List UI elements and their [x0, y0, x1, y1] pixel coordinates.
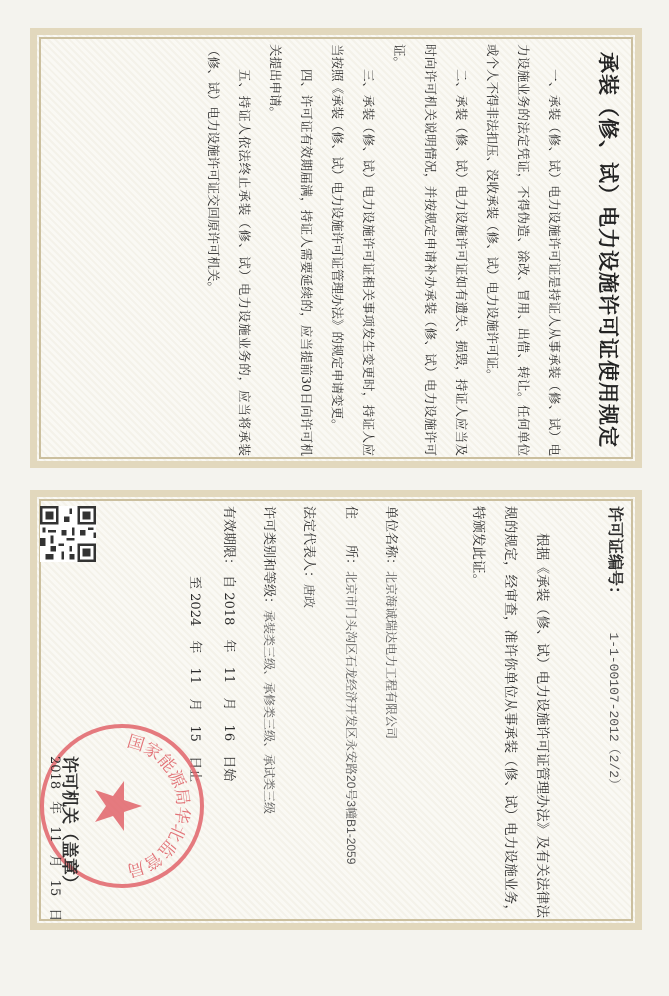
legal-rep-value: 唐政 — [302, 584, 316, 609]
validity-from-month-unit: 月 — [221, 697, 236, 711]
certificate-content — [42, 506, 632, 922]
validity-from-row — [221, 506, 240, 926]
category-field — [261, 506, 280, 918]
category-value: 承装类三级、承修类三级、承试类三级 — [262, 610, 276, 815]
issue-day-unit: 日 — [47, 908, 62, 922]
category-label: 许可类别和等级： — [261, 506, 276, 611]
issue-date — [47, 756, 66, 921]
company-field — [383, 506, 402, 918]
address-label: 住 所： — [343, 506, 358, 572]
rules-content — [42, 44, 632, 456]
rule-item-1: 一、承装（修、试）电力设施许可证是持证人从事承装（修、试）电力设施业务的法定凭证，不得伪造、涂改、冒用、出借、转让。任何单位或个人不得非法扣压、没收承装（修、试）电力设施许可证。 — [485, 44, 562, 456]
validity-from-year-unit: 年 — [221, 639, 236, 653]
rule-item-3: 三、承装（修、试）电力设施许可证相关事项发生变更时，持证人应当按照《承装（修、试）电力设施许可证管理办法》的规定申请变更。 — [330, 44, 376, 456]
address-value: 北京市门头沟区石龙经济开发区永安路20号3幢B1-2059 — [344, 571, 358, 865]
qr-code-icon — [40, 506, 96, 562]
validity-to-year: 2024 — [187, 593, 202, 627]
validity-from-year: 2018 — [221, 592, 236, 626]
rules-title: 承装（修、试）电力设施许可证使用规定 — [596, 52, 621, 448]
issue-month: 11 — [47, 826, 62, 843]
validity-to-month: 11 — [187, 667, 202, 685]
validity-from-suffix: 日始 — [221, 755, 236, 782]
company-label: 单位名称： — [383, 506, 398, 572]
rule-item-5: 五、持证人依法终止承装（修、试）电力设施业务的，应当将承装（修、试）电力设施许可证交回原许可机关。 — [206, 44, 252, 456]
issue-year: 2018 — [47, 756, 62, 790]
license-number-value: 1-1-00107-2012（2/2） — [606, 632, 621, 792]
issue-year-unit: 年 — [47, 801, 62, 815]
certificate-intro: 根据《承装（修、试）电力设施许可证管理办法》及有关法律法规的规定，经审查，准许你单位从事承装（修、试）电力设施业务，特颁发此证。 — [470, 506, 550, 918]
rules-list — [198, 44, 570, 456]
legal-rep-label: 法定代表人： — [301, 506, 316, 585]
validity-from-day: 16 — [221, 724, 236, 742]
legal-rep-field — [301, 506, 320, 918]
company-value: 北京海诚瑞达电力工程有限公司 — [384, 571, 398, 740]
rule-item-4: 四、许可证有效期届满，持证人需要延续的，应当提前30日向许可机关提出申请。 — [268, 44, 314, 456]
validity-label: 有效期限： — [221, 506, 236, 572]
validity-from-prefix: 自 — [221, 575, 236, 589]
issue-month-unit: 月 — [47, 854, 62, 868]
svg-text:国家能源局华北监管局: 国家能源局华北监管局 — [124, 731, 193, 881]
validity-to-prefix: 至 — [187, 576, 202, 590]
validity-to-suffix: 日止 — [187, 756, 202, 783]
validity-to-year-unit: 年 — [187, 640, 202, 654]
validity-from-month: 11 — [221, 666, 236, 684]
validity-to-month-unit: 月 — [187, 698, 202, 712]
rule-item-2: 二、承装（修、试）电力设施许可证如有遗失、损毁，持证人应当及时向许可机关说明情况，并按规定申请补办承装（修、试）电力设施许可证。 — [392, 44, 469, 456]
issue-day: 15 — [47, 879, 62, 897]
validity-to-day: 15 — [187, 725, 202, 742]
license-number-label: 许可证编号： — [606, 506, 625, 603]
license-number-row — [605, 506, 628, 918]
issuing-authority: 许可机关（盖章） — [59, 756, 79, 892]
address-field — [343, 506, 362, 918]
